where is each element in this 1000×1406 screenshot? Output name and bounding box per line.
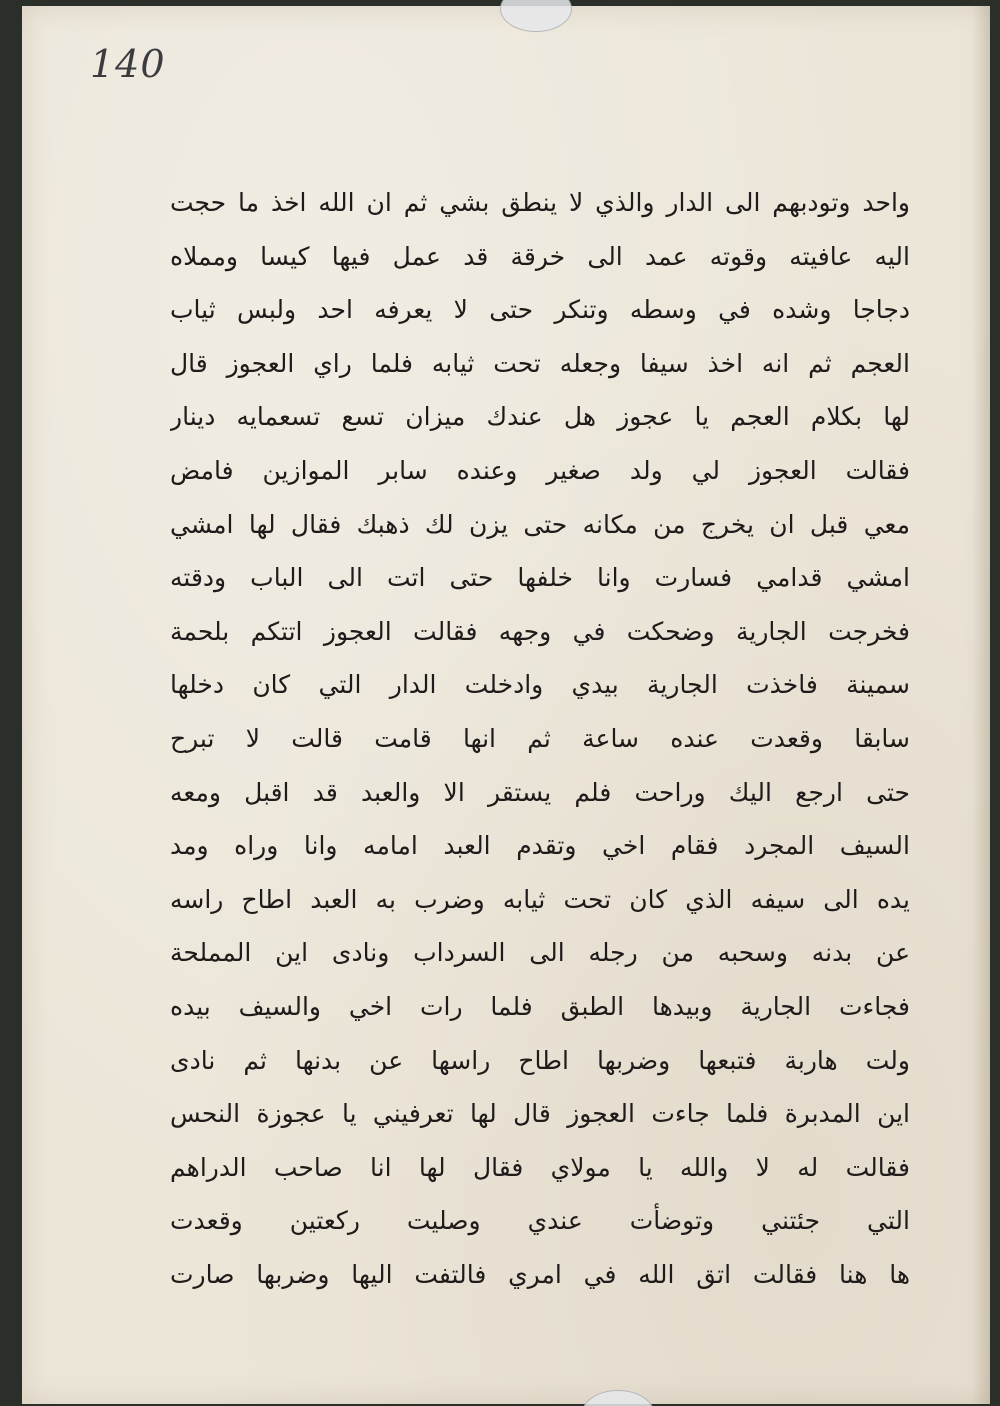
manuscript-text xyxy=(170,176,910,1301)
page-clip-bottom xyxy=(582,1390,654,1406)
text-line-14: يده الى سيفه الذي كان تحت ثيابه وضرب به العبد اطاح راسه xyxy=(170,884,910,914)
text-line-4: العجم ثم انه اخذ سيفا وجعله تحت ثيابه فلما راي العجوز قال xyxy=(170,348,910,378)
text-line-13: السيف المجرد فقام اخي وتقدم العبد امامه وانا وراه ومد xyxy=(170,831,910,861)
text-line-5: لها بكلام العجم يا عجوز هل عندك ميزان تسع تسعمايه دينار xyxy=(170,402,910,432)
page-edge-shadow xyxy=(972,6,990,1404)
text-line-16: فجاءت الجارية وبيدها الطبق فلما رات اخي والسيف بيده xyxy=(170,991,910,1021)
text-line-1: واحد وتودبهم الى الدار والذي لا ينطق بشي ثم ان الله اخذ ما حجت xyxy=(170,188,910,217)
text-line-20: التي جئتني وتوضأت عندي وصليت ركعتين وقعدت xyxy=(170,1206,910,1236)
folio-number: 140 xyxy=(90,42,166,86)
text-line-3: دجاجا وشده في وسطه وتنكر حتى لا يعرفه احد ولبس ثياب xyxy=(170,295,910,325)
text-line-17: ولت هاربة فتبعها وضربها اطاح راسها عن بدنها ثم نادى xyxy=(170,1045,910,1075)
text-line-18: اين المدبرة فلما جاءت العجوز قال لها تعرفيني يا عجوزة النحس xyxy=(170,1099,910,1129)
text-line-19: فقالت له لا والله يا مولاي فقال لها انا صاحب الدراهم xyxy=(170,1152,910,1182)
text-line-15: عن بدنه وسحبه من رجله الى السرداب ونادى اين المملحة xyxy=(170,938,910,968)
text-line-12: حتى ارجع اليك وراحت فلم يستقر الا والعبد قد اقبل ومعه xyxy=(170,777,910,807)
text-line-9: فخرجت الجارية وضحكت في وجهه فقالت العجوز اتتكم بلحمة xyxy=(170,616,910,646)
text-line-21: ها هنا فقالت اتق الله في امري فالتفت اليها وضربها صارت xyxy=(170,1259,910,1289)
text-line-11: سابقا وقعدت عنده ساعة ثم انها قامت قالت لا تبرح xyxy=(170,723,910,753)
manuscript-page xyxy=(22,6,990,1404)
text-line-7: معي قبل ان يخرج من مكانه حتى يزن لك ذهبك فقال لها امشي xyxy=(170,509,910,539)
text-line-8: امشي قدامي فسارت وانا خلفها حتى اتت الى الباب ودقته xyxy=(170,563,910,593)
text-line-2: اليه عافيته وقوته عمد الى خرقة قد عمل فيها كيسا ومملاه xyxy=(170,241,910,271)
text-line-6: فقالت العجوز لي ولد صغير وعنده سابر الموازين فامض xyxy=(170,455,910,485)
page-clip-top xyxy=(500,0,572,32)
text-line-10: سمينة فاخذت الجارية بيدي وادخلت الدار التي كان دخلها xyxy=(170,670,910,700)
